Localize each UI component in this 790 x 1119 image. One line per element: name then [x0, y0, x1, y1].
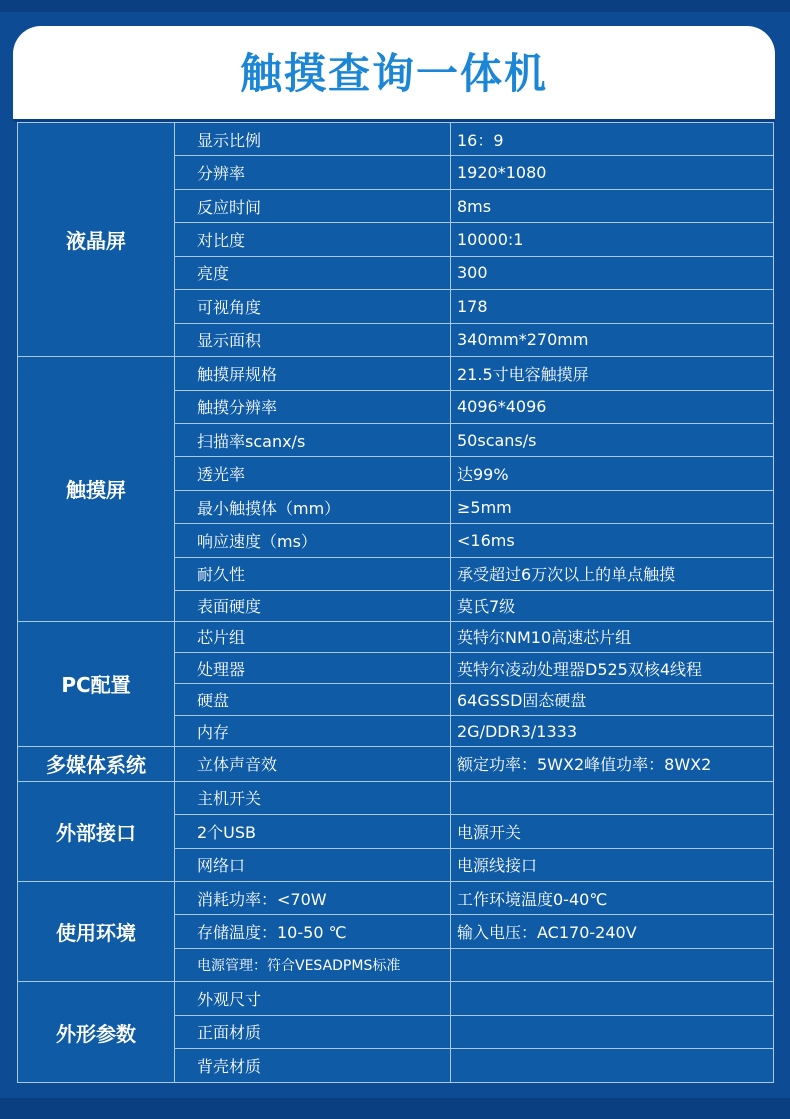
spec-value: 英特尔凌动处理器D525双核4线程 [451, 652, 774, 683]
spec-name: 触摸屏规格 [175, 357, 451, 390]
table-row [18, 357, 774, 390]
bottom-strip [0, 1098, 790, 1119]
spec-name: 背壳材质 [175, 1049, 451, 1083]
spec-name: 最小触摸体（mm） [175, 490, 451, 523]
spec-table [17, 122, 774, 1083]
page-title: 触摸查询一体机 [239, 49, 548, 98]
spec-name: 存储温度：10-50 ℃ [175, 915, 451, 948]
spec-value: 承受超过6万次以上的单点触摸 [451, 557, 774, 590]
spec-value [451, 781, 774, 814]
spec-name: 分辨率 [175, 156, 451, 189]
group-label-multimedia: 多媒体系统 [18, 747, 175, 781]
table-row [18, 747, 774, 781]
spec-name: 2个USB [175, 815, 451, 848]
spec-name: 消耗功率：<70W [175, 881, 451, 914]
group-label-environment: 使用环境 [18, 881, 175, 981]
group-label-lcd: 液晶屏 [18, 123, 175, 357]
spec-name: 显示比例 [175, 123, 451, 156]
spec-name: 网络口 [175, 848, 451, 881]
spec-value: 4096*4096 [451, 390, 774, 423]
group-label-pc: PC配置 [18, 621, 175, 747]
spec-value: 工作环境温度0-40℃ [451, 881, 774, 914]
spec-name: 亮度 [175, 256, 451, 289]
spec-value: 16：9 [451, 123, 774, 156]
spec-name: 耐久性 [175, 557, 451, 590]
group-label-appearance: 外形参数 [18, 982, 175, 1083]
spec-value [451, 1049, 774, 1083]
spec-name: 立体声音效 [175, 747, 451, 781]
spec-name: 可视角度 [175, 290, 451, 323]
spec-value: 输入电压：AC170-240V [451, 915, 774, 948]
spec-name: 芯片组 [175, 621, 451, 652]
table-row [18, 781, 774, 814]
spec-name: 主机开关 [175, 781, 451, 814]
spec-name: 硬盘 [175, 684, 451, 715]
spec-value: 10000:1 [451, 223, 774, 256]
spec-value: ≥5mm [451, 490, 774, 523]
spec-value: 21.5寸电容触摸屏 [451, 357, 774, 390]
spec-value: 178 [451, 290, 774, 323]
spec-name: 正面材质 [175, 1015, 451, 1048]
top-strip [0, 0, 790, 12]
spec-value: 8ms [451, 189, 774, 222]
spec-value: <16ms [451, 524, 774, 557]
spec-name: 触摸分辨率 [175, 390, 451, 423]
spec-value: 电源开关 [451, 815, 774, 848]
table-row [18, 621, 774, 652]
table-row [18, 123, 774, 156]
spec-value: 50scans/s [451, 423, 774, 456]
spec-name: 内存 [175, 715, 451, 746]
spec-value: 英特尔NM10高速芯片组 [451, 621, 774, 652]
spec-name: 扫描率scanx/s [175, 423, 451, 456]
spec-name: 响应速度（ms） [175, 524, 451, 557]
table-row [18, 982, 774, 1015]
spec-value [451, 948, 774, 981]
title-panel [13, 26, 775, 122]
spec-name: 对比度 [175, 223, 451, 256]
spec-value: 2G/DDR3/1333 [451, 715, 774, 746]
spec-name: 外观尺寸 [175, 982, 451, 1015]
group-label-ports: 外部接口 [18, 781, 175, 881]
spec-value [451, 1015, 774, 1048]
spec-name: 反应时间 [175, 189, 451, 222]
spec-value: 1920*1080 [451, 156, 774, 189]
spec-value: 额定功率：5WX2峰值功率：8WX2 [451, 747, 774, 781]
spec-value: 达99% [451, 457, 774, 490]
spec-value: 电源线接口 [451, 848, 774, 881]
spec-value: 300 [451, 256, 774, 289]
group-label-touch: 触摸屏 [18, 357, 175, 621]
spec-value: 莫氏7级 [451, 591, 774, 621]
spec-name: 电源管理：符合VESADPMS标准 [175, 948, 451, 981]
spec-value: 340mm*270mm [451, 323, 774, 356]
spec-name: 显示面积 [175, 323, 451, 356]
spec-name: 透光率 [175, 457, 451, 490]
spec-name: 表面硬度 [175, 591, 451, 621]
spec-value: 64GSSD固态硬盘 [451, 684, 774, 715]
table-row [18, 881, 774, 914]
spec-value [451, 982, 774, 1015]
spec-name: 处理器 [175, 652, 451, 683]
